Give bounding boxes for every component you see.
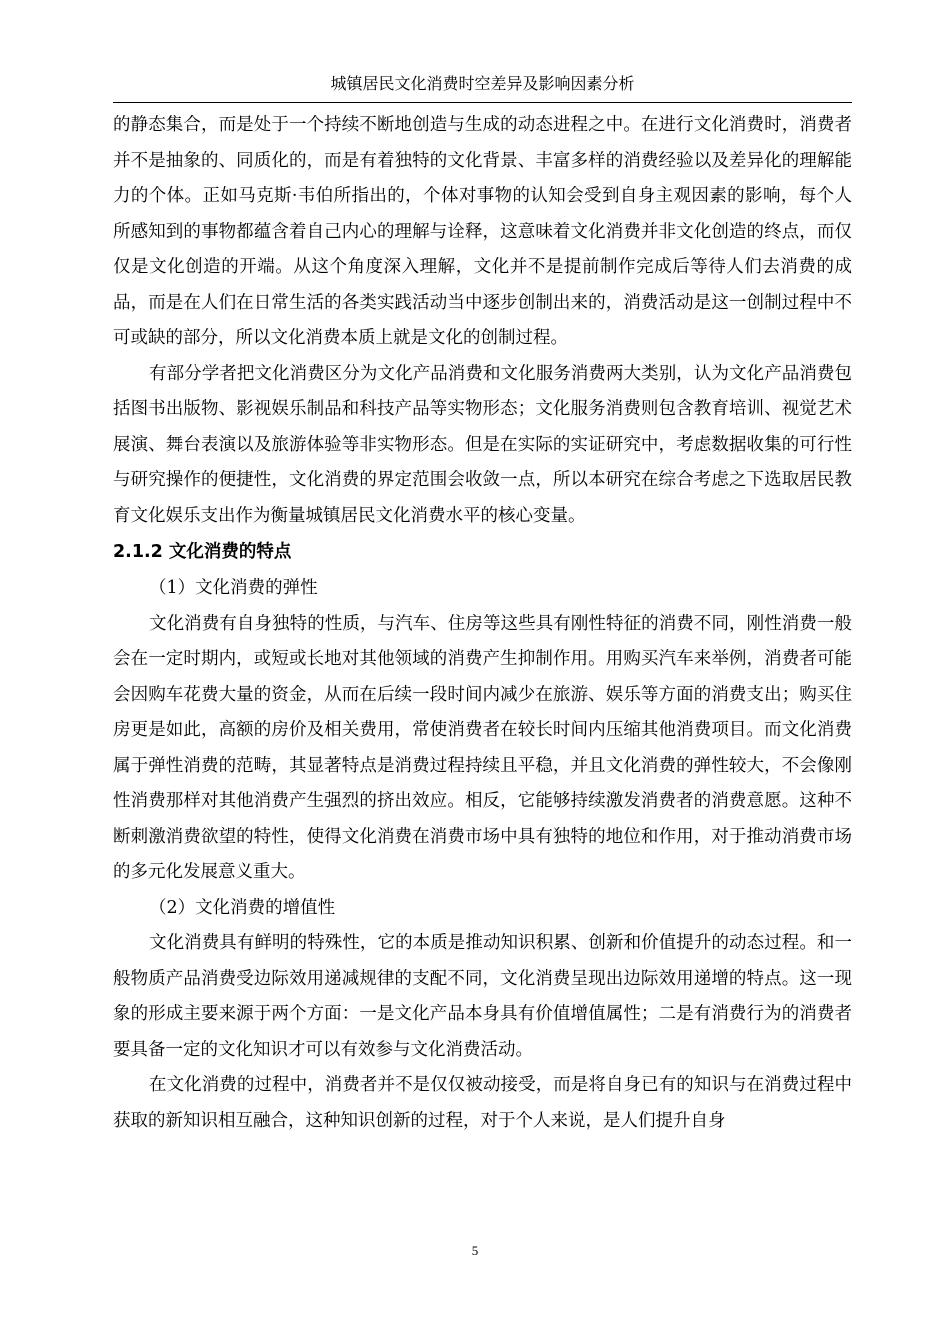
paragraph-5: 在文化消费的过程中，消费者并不是仅仅被动接受，而是将自身已有的知识与在消费过程中获取的新知识相互融合，这种知识创新的过程，对于个人来说，是人们提升自身 <box>113 1075 852 1131</box>
page-number: 5 <box>471 1243 479 1258</box>
paragraph-1: 的静态集合，而是处于一个持续不断地创造与生成的动态进程之中。在进行文化消费时，消费者并不是抽象的、同质化的，而是有着独特的文化背景、丰富多样的消费经验以及差异化的理解能力的个体。正如马克斯·韦伯所指出的，个体对事物的认知会受到自身主观因素的影响，每个人所感知到的事物都蕴含着自己内心的理解与诠释，这意味着文化消费并非文化创造的终点，而仅仅是文化创造的开端。从这个角度深入理解，文化并不是提前制作完成后等待人们去消费的成品，而是在人们在日常生活的各类实践活动当中逐步创制出来的，消费活动是这一创制过程中不可或缺的部分，所以文化消费本质上就是文化的创制过程。 <box>113 115 852 348</box>
subsection-title-2: （2）文化消费的增值性 <box>149 897 336 918</box>
subsection-title-1: （1）文化消费的弹性 <box>149 578 318 598</box>
section-heading: 2.1.2 文化消费的特点 <box>113 542 292 562</box>
page-body <box>113 108 852 1139</box>
running-header: 城镇居民文化消费时空差异及影响因素分析 <box>330 74 635 93</box>
paragraph-2: 有部分学者把文化消费区分为文化产品消费和文化服务消费两大类别，认为文化产品消费包括图书出版物、影视娱乐制品和科技产品等实物形态；文化服务消费则包含教育培训、视觉艺术展演、舞台表演以及旅游体验等非实物形态。但是在实际的实证研究中，考虑数据收集的可行性与研究操作的便捷性，文化消费的界定范围会收敛一点，所以本研究在综合考虑之下选取居民教育文化娱乐支出作为衡量城镇居民文化消费水平的核心变量。 <box>113 363 852 526</box>
paragraph-4: 文化消费具有鲜明的特殊性，它的本质是推动知识积累、创新和价值提升的动态过程。和一般物质产品消费受边际效用递减规律的支配不同，文化消费呈现出边际效用递增的特点。这一现象的形成主要来源于两个方面：一是文化产品本身具有价值增值属性；二是有消费行为的消费者要具备一定的文化知识才可以有效参与文化消费活动。 <box>113 933 852 1060</box>
header-divider <box>113 102 852 103</box>
paragraph-3: 文化消费有自身独特的性质，与汽车、住房等这些具有刚性特征的消费不同，刚性消费一般会在一定时期内，或短或长地对其他领域的消费产生抑制作用。用购买汽车来举例，消费者可能会因购车花费大量的资金，从而在后续一段时间内减少在旅游、娱乐等方面的消费支出；购买住房更是如此，高额的房价及相关费用，常使消费者在较长时间内压缩其他消费项目。而文化消费属于弹性消费的范畴，其显著特点是消费过程持续且平稳，并且文化消费的弹性较大，不会像刚性消费那样对其他消费产生强烈的挤出效应。相反，它能够持续激发消费者的消费意愿。这种不断刺激消费欲望的特性，使得文化消费在消费市场中具有独特的地位和作用，对于推动消费市场的多元化发展意义重大。 <box>113 613 852 882</box>
